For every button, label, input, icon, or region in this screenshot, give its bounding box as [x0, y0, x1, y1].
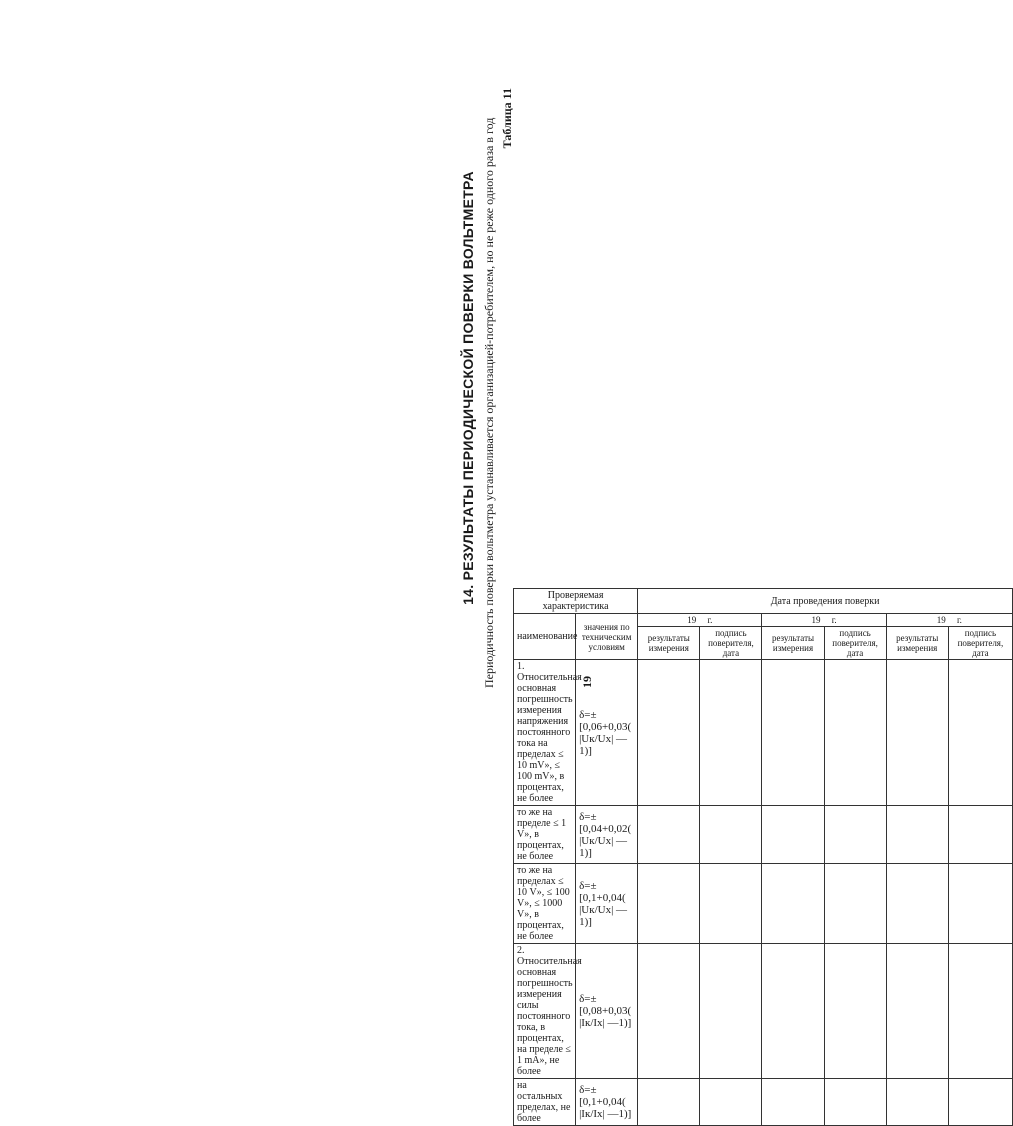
table-label: Таблица 11 — [500, 88, 514, 149]
header-date: Дата проведения поверки — [638, 589, 1013, 614]
header-value: значения по техническим условиям — [576, 614, 638, 660]
header-year-3: 19 г. — [886, 614, 1012, 627]
header-year-2: 19 г. — [762, 614, 886, 627]
table-row — [514, 660, 1013, 806]
row-value: δ=±[0,08+0,03( |Iк/Iх| —1)] — [576, 944, 638, 1079]
header-year-1: 19 г. — [638, 614, 762, 627]
header-signature: подпись поверителя, дата — [700, 627, 762, 660]
row-name: на остальных пределах, не более — [514, 1079, 576, 1126]
row-name: то же на пределах ≤ 10 V», ≤ 100 V», ≤ 1000 V», в процентах, не более — [514, 864, 576, 944]
table-row — [514, 806, 1013, 864]
page-title: 14. РЕЗУЛЬТАТЫ ПЕРИОДИЧЕСКОЙ ПОВЕРКИ ВОЛЬТМЕТРА — [460, 171, 476, 605]
table-row — [514, 864, 1013, 944]
row-value: δ=±[0,04+0,02( |Uк/Uх| —1)] — [576, 806, 638, 864]
header-result: результаты измерения — [638, 627, 700, 660]
table-row — [514, 1079, 1013, 1126]
header-signature: подпись поверителя, дата — [948, 627, 1012, 660]
header-result: результаты измерения — [762, 627, 824, 660]
verification-table — [513, 588, 1013, 1126]
row-name: 1. Относительная основная погрешность измерения напряжения постоянного тока на пределах ≤ 10 mV», ≤ 100 mV», в процентах, не более — [514, 660, 576, 806]
rotated-page — [0, 18, 1004, 1124]
page-number: 19 — [580, 676, 594, 688]
row-value: δ=±[0,1+0,04( |Uк/Uх| —1)] — [576, 864, 638, 944]
intro-text: Периодичность поверки вольтметра устанавливается организацией-потребителем, но не реже одного раза в год — [482, 117, 496, 688]
table-row — [514, 944, 1013, 1079]
header-checked: Проверяемая характеристика — [514, 589, 638, 614]
row-value: δ=±[0,06+0,03( |Uк/Uх| —1)] — [576, 660, 638, 806]
row-name: то же на пределе ≤ 1 V», в процентах, не более — [514, 806, 576, 864]
row-value: δ=±[0,1+0,04( |Iк/Iх| —1)] — [576, 1079, 638, 1126]
row-name: 2. Относительная основная погрешность измерения силы постоянного тока, в процентах, на пределе ≤ 1 mA», не более — [514, 944, 576, 1079]
header-name: наименование — [514, 614, 576, 660]
header-signature: подпись поверителя, дата — [824, 627, 886, 660]
header-result: результаты измерения — [886, 627, 948, 660]
